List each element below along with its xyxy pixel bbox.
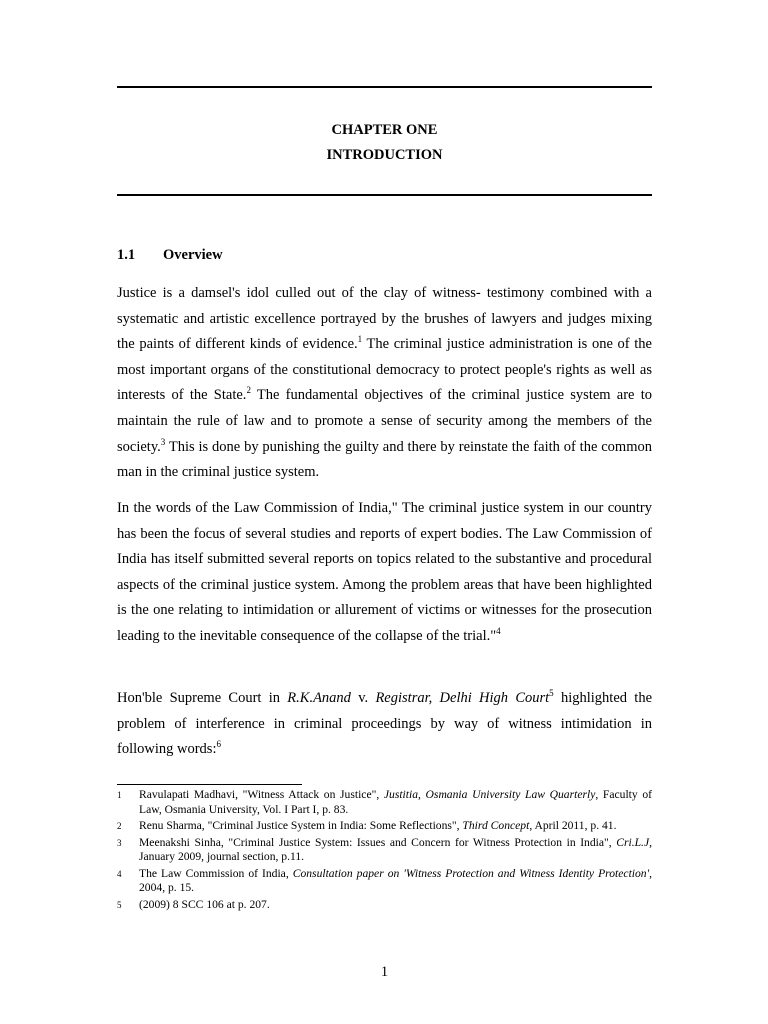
- para1-sentence-2: The criminal justice administration is one of the most important organs of the constitutional democracy to protect people's rights as well as interests of the State.: [117, 336, 652, 404]
- bottom-rule: [117, 194, 652, 196]
- case-versus: v.: [350, 690, 376, 706]
- footnote-number: 5: [117, 899, 122, 910]
- footnote-text: Ravulapati Madhavi, "Witness Attack on Justice", Justitia, Osmania University Law Quarterly, Faculty of Law, Osmania University, Vol. I Part I, p. 83.: [139, 788, 652, 816]
- footnote-text: The Law Commission of India, Consultation paper on 'Witness Protection and Witness Identity Protection', 2004, p. 15.: [139, 866, 652, 894]
- footnote-text: Meenakshi Sinha, "Criminal Justice System: Issues and Concern for Witness Protection in India", Cri.L.J, January 2009, journal section, p.11.: [139, 835, 652, 863]
- footnote-marker-3[interactable]: 3: [160, 436, 166, 447]
- para1-sentence-1: Justice is a damsel's idol culled out of the clay of witness- testimony combined with a systematic and artistic excellence portrayed by the brushes of lawyers and judges mixing the paints of different kinds of evidence.: [117, 285, 652, 353]
- footnote-number: 4: [117, 868, 122, 879]
- paragraph-2: [117, 496, 652, 650]
- section-heading: [117, 244, 223, 266]
- footnote: [117, 898, 652, 913]
- footnote-marker-4[interactable]: 4: [496, 626, 501, 637]
- top-rule: [117, 86, 652, 88]
- para2-text: In the words of the Law Commission of India," The criminal justice system in our country has been the focus of several studies and reports of expert bodies. The Law Commission of India has itself submitted several reports on topics related to the substantive and procedural aspects of the criminal justice system. Among the problem areas that have been highlighted is the one relating to intimidation or allurement of victims or witnesses for the prosecution leading to the inevitable consequence of the collapse of the trial.": [117, 500, 652, 644]
- footnote-text: Renu Sharma, "Criminal Justice System in India: Some Reflections", Third Concept, April 2011, p. 41.: [139, 819, 617, 832]
- footnotes: [117, 788, 652, 914]
- footnote: [117, 819, 652, 834]
- footnote-number: 3: [117, 837, 122, 848]
- footnote: [117, 836, 652, 865]
- section-number: 1.1: [117, 247, 136, 263]
- footnote-marker-5[interactable]: 5: [549, 688, 554, 699]
- footnote-number: 2: [117, 821, 122, 831]
- footnote-marker-1[interactable]: 1: [357, 334, 363, 345]
- para1-sentence-4: This is done by punishing the guilty and there by reinstate the faith of the common man in the criminal justice system.: [117, 438, 652, 481]
- footnote-number: 1: [117, 790, 122, 800]
- case-party: Registrar, Delhi High Court: [375, 690, 550, 706]
- chapter-label: CHAPTER ONE: [331, 122, 438, 138]
- paragraph-3: [117, 686, 652, 763]
- footnote-marker-2[interactable]: 2: [246, 385, 251, 396]
- para3-intro: Hon'ble Supreme Court in: [117, 690, 288, 706]
- para1-sentence-3: The fundamental objectives of the criminal justice system are to maintain the rule of law and to promote a sense of security among the members of the society.: [117, 387, 652, 455]
- paragraph-1: [117, 281, 652, 486]
- section-title: Overview: [163, 247, 223, 263]
- para3-text: highlighted the problem of interference in criminal proceedings by way of witness intimidation in following words:: [117, 690, 653, 758]
- case-name: R.K.Anand: [287, 690, 351, 706]
- footnote-text: (2009) 8 SCC 106 at p. 207.: [139, 897, 270, 911]
- footnote: [117, 867, 652, 896]
- footnote-marker-6[interactable]: 6: [216, 739, 221, 750]
- chapter-title: INTRODUCTION: [326, 147, 443, 163]
- footnote-separator: [117, 784, 302, 785]
- footnote: [117, 788, 652, 817]
- page-number: 1: [380, 964, 389, 980]
